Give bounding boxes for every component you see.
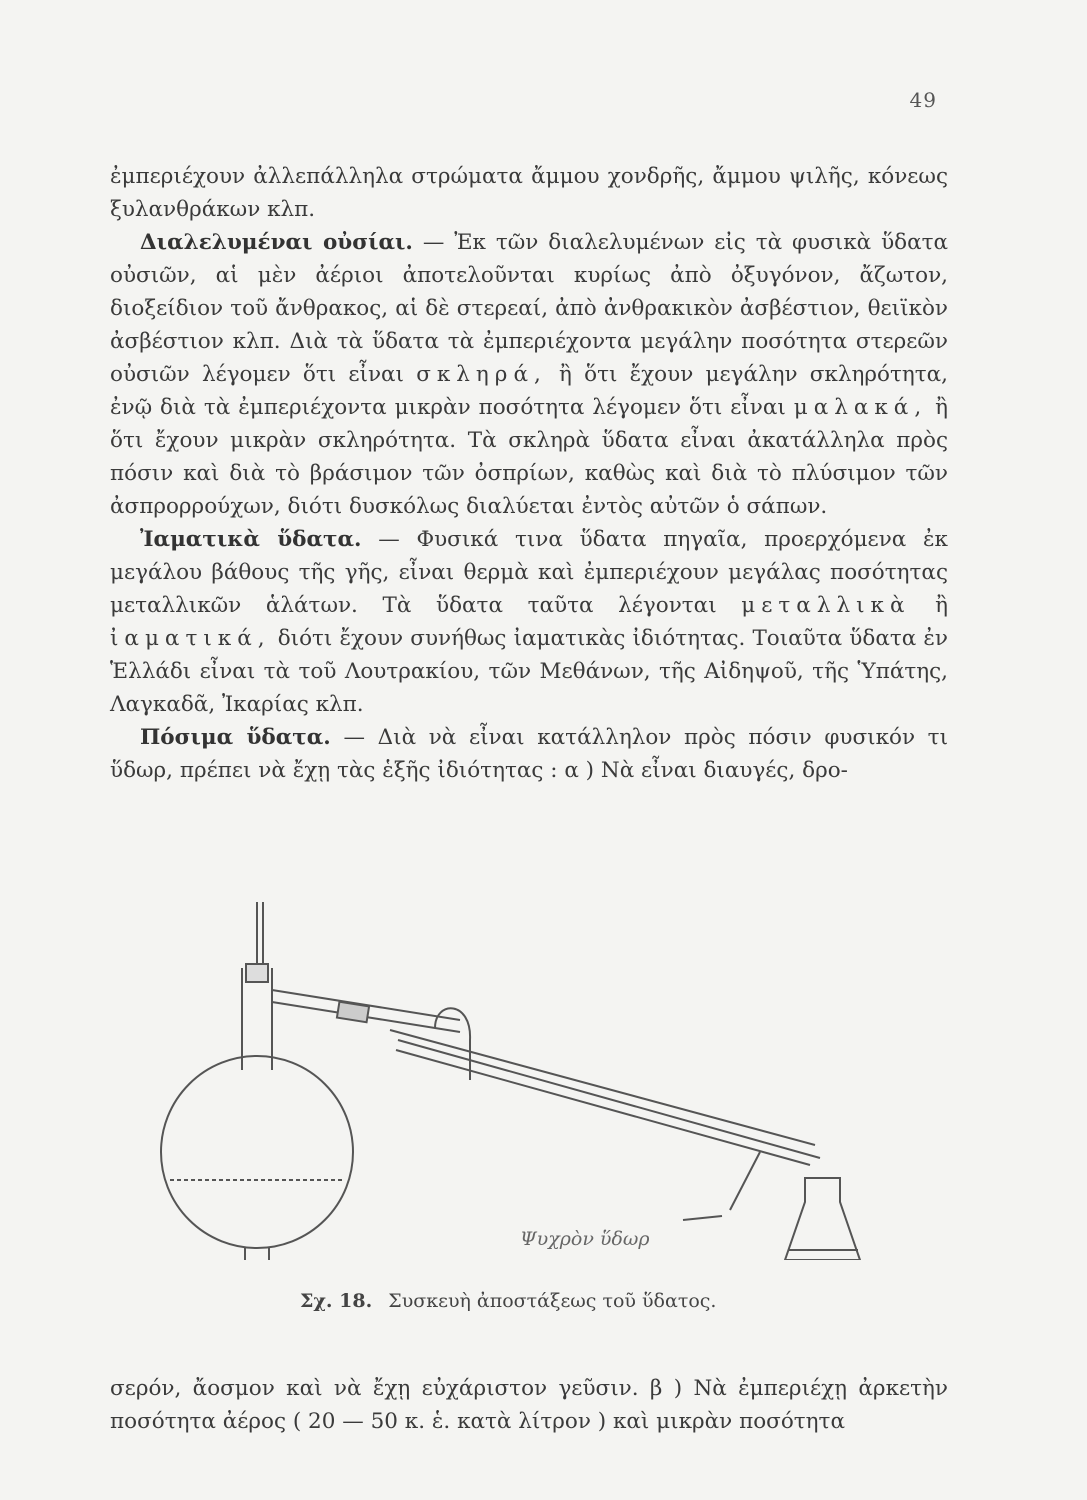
- paragraph-2-text-c: ἢ ὅτι ἔχουν μικρὰν σκληρότητα. Τὰ σκληρὰ ὕδατα εἶναι ἀκατάλληλα πρὸς πόσιν καὶ διὰ τὸ βράσιμον τῶν ὀσπρίων, καθὼς καὶ διὰ τὸ πλύσιμον τῶν ἀσπρορρούχων, διότι δυσκόλως διαλύεται ἐντὸς αὐτῶν ὁ σάπων.: [110, 395, 948, 519]
- term-healing: ἰαματικά,: [110, 626, 271, 651]
- paragraph-drinking-water: [110, 721, 948, 787]
- cold-water-label: Ψυχρὸν ὕδωρ: [520, 1228, 650, 1250]
- heading-healing-waters: Ἰαματικὰ ὕδατα.: [140, 527, 362, 552]
- paragraph-2-text-a: — Ἐκ τῶν διαλελυμένων εἰς τὰ φυσικὰ ὕδατα οὐσιῶν, αἱ μὲν ἀέριοι ἀποτελοῦνται κυρίως ἀπὸ ὀξυγόνον, ἄζωτον, διοξείδιον τοῦ ἄνθρακος, αἱ δὲ στερεαί, ἀπὸ ἀνθρακικὸν ἀσβέστιον, θειϊκὸν ἀσβέστιον κλπ. Διὰ τὰ ὕδατα τὰ ἐμπεριέχοντα μεγάλην ποσότητα στερεῶν οὐσιῶν λέγομεν ὅτι εἶναι: [110, 230, 949, 387]
- paragraph-1-text: ἐμπεριέχουν ἀλλεπάλληλα στρώματα ἄμμου χονδρῆς, ἄμμου ψιλῆς, κόνεως ξυλανθράκων κλπ.: [110, 164, 948, 222]
- term-hard: σκληρά,: [416, 362, 547, 387]
- heading-dissolved-substances: Διαλελυμέναι οὐσίαι.: [140, 230, 413, 255]
- caption-text: Συσκευὴ ἀποστάξεως τοῦ ὕδατος.: [388, 1290, 717, 1312]
- term-soft: μαλακά,: [793, 395, 928, 420]
- heading-drinking-water: Πόσιμα ὕδατα.: [140, 725, 331, 750]
- paragraph-3-text-a: — Φυσικά τινα ὕδατα πηγαῖα, προερχόμενα ἐκ μεγάλου βάθους τῆς γῆς, εἶναι θερμὰ καὶ ἐμπεριέχουν μεγάλας ποσότητας μεταλλικῶν ἁλάτων. Τὰ ὕδατα ταῦτα λέγονται: [110, 527, 948, 618]
- term-metallic: μεταλλικὰ: [741, 593, 911, 618]
- paragraph-5: [110, 1372, 948, 1438]
- paragraph-dissolved-substances: [110, 226, 948, 523]
- text-block-top: [110, 160, 948, 787]
- paragraph-5-text: σερόν, ἄοσμον καὶ νὰ ἔχῃ εὐχάριστον γεῦσιν. β ) Νὰ ἐμπεριέχῃ ἀρκετὴν ποσότητα ἀέρος ( 20 — 50 κ. ἑ. κατὰ λίτρον ) καὶ μικρὰν ποσότητα: [110, 1376, 948, 1434]
- page-number: 49: [909, 88, 937, 112]
- paragraph-healing-waters: [110, 523, 948, 721]
- paragraph-1: [110, 160, 948, 226]
- paragraph-3-text-b: ἢ: [935, 593, 949, 618]
- distillation-apparatus-drawing: [160, 880, 880, 1260]
- text-block-bottom: [110, 1372, 948, 1438]
- caption-number: Σχ. 18.: [300, 1290, 373, 1312]
- figure-caption: [300, 1290, 716, 1312]
- paragraph-2-text-b: ἢ ὅτι ἔχουν μεγάλην σκληρότητα, ἐνῷ διὰ τὰ ἐμπεριέχοντα μικρὰν ποσότητα λέγομεν ὅτι εἶναι: [110, 362, 948, 420]
- distillation-figure: [160, 880, 880, 1260]
- paragraph-3-text-c: διότι ἔχουν συνήθως ἰαματικὰς ἰδιότητας. Τοιαῦτα ὕδατα ἐν Ἑλλάδι εἶναι τὰ τοῦ Λουτρακίου, τῶν Μεθάνων, τῆς Αἰδηψοῦ, τῆς Ὑπάτης, Λαγκαδᾶ, Ἰκαρίας κλπ.: [110, 626, 948, 717]
- paragraph-4-text: — Διὰ νὰ εἶναι κατάλληλον πρὸς πόσιν φυσικόν τι ὕδωρ, πρέπει νὰ ἔχῃ τὰς ἑξῆς ἰδιότητας : α ) Νὰ εἶναι διαυγές, δρο-: [110, 725, 948, 783]
